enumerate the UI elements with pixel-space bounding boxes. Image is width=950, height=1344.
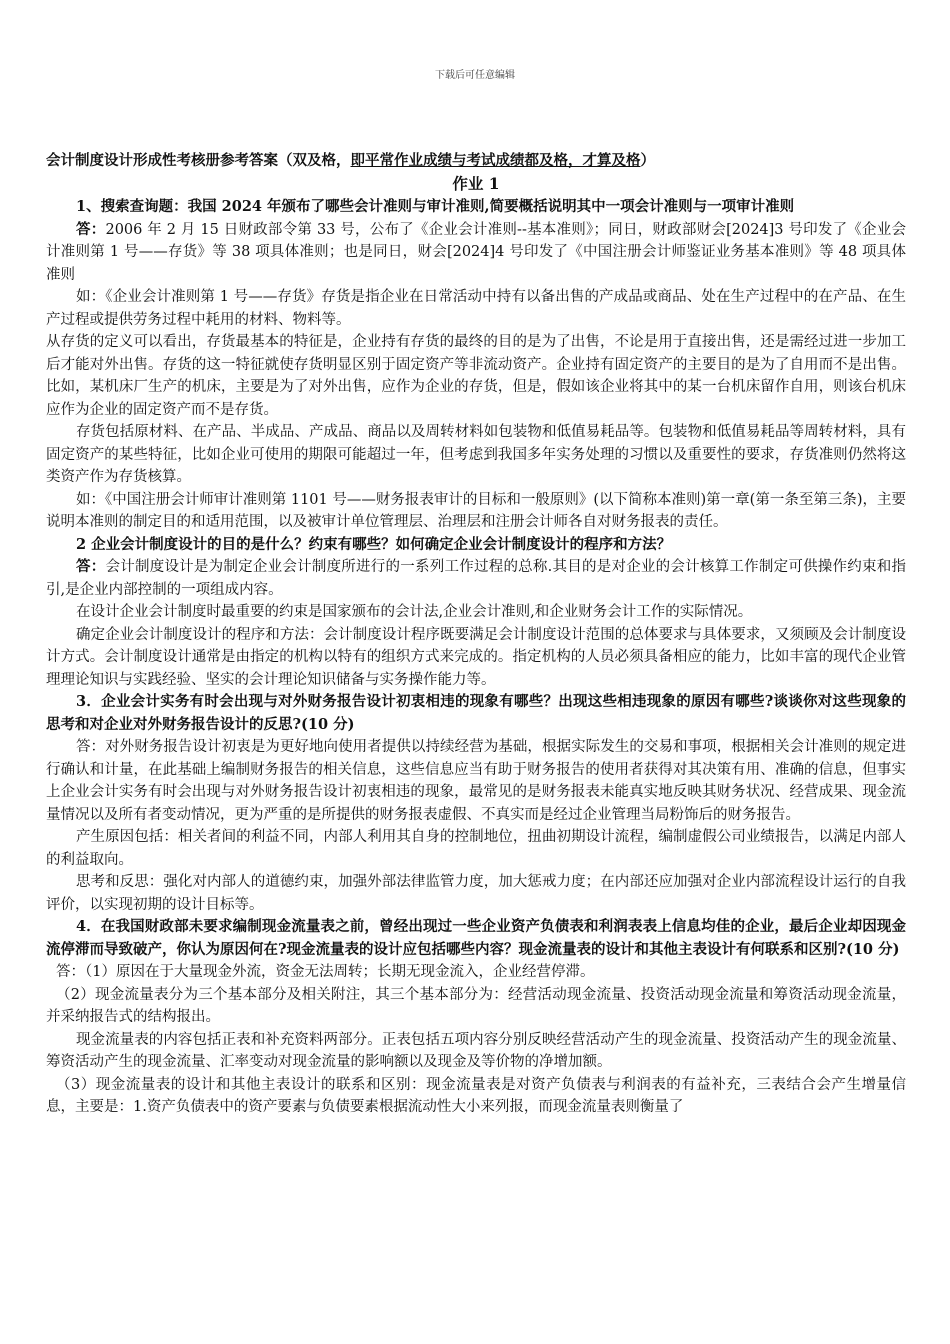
title-part-3: ） — [640, 152, 655, 169]
answer-label: 答： — [76, 220, 106, 238]
answer-4-paragraph-4: （3）现金流量表的设计和其他主表设计的联系和区别：现金流量表是对资产负债表与利润表的有益补充，三表结合会产生增量信息，主要是：1.资产负债表中的资产要素与负债要素根据流动性大小来列报，而现金流量表则衡量了 — [46, 1076, 906, 1115]
answer-3-paragraph-2: 产生原因包括：相关者间的利益不同，内部人利用其自身的控制地位，扭曲初期设计流程，编制虚假公司业绩报告，以满足内部人的利益取向。 — [46, 829, 906, 868]
title-part-1: 会计制度设计形成性考核册参考答案（双及格， — [46, 152, 351, 169]
answer-1-paragraph-2: 如：《企业会计准则第 1 号——存货》存货是指企业在日常活动中持有以备出售的产成品或商品、处在生产过程中的在产品、在生产过程或提供劳务过程中耗用的材料、物料等。 — [46, 289, 906, 328]
title-part-2-underlined: 即平常作业成绩与考试成绩都及格，才算及格 — [350, 152, 641, 169]
answer-2-paragraph-2: 在设计企业会计制度时最重要的约束是国家颁布的会计法,企业会计准则,和企业财务会计工作的实际情况。 — [76, 604, 753, 620]
answer-label: 答： — [76, 558, 106, 575]
section-title: 作业 1 — [452, 174, 500, 193]
answer-1-paragraph-5: 如：《中国注册会计师审计准则第 1101 号——财务报表审计的目标和一般原则》(以下简称本准则)第一章(第一条至第三条)，主要说明本准则的制定目的和适用范围，以及被审计单位管理层、治理层和注册会计师各自对财务报表的责任。 — [46, 491, 906, 530]
answer-1-paragraph-3: 从存货的定义可以看出，存货最基本的特征是，企业持有存货的最终的目的是为了出售，不论是用于直接出售，还是需经过进一步加工后才能对外出售。存货的这一特征就使存货明显区别于固定资产等非流动资产。企业持有固定资产的主要目的是为了自用而不是出售。比如，某机床厂生产的机床，主要是为了对外出售，应作为企业的存货，但是，假如该企业将其中的某一台机床留作自用，则该台机床应作为企业的固定资产而不是存货。 — [46, 334, 906, 418]
answer-text: 2006 年 2 月 15 日财政部令第 33 号，公布了《企业会计准则--基本准则》；同日，财政部财会[2024]3 号印发了《企业会计准则第 1 号——存货》等 38 项具体准则；也是同日，财会[2024]4 号印发了《中国注册会计师鉴证业务基本准则》等 48 项具体准则 — [46, 221, 906, 283]
question-2: 2 企业会计制度设计的目的是什么？约束有哪些？如何确定企业会计制度设计的程序和方法？ — [76, 535, 672, 553]
question-1: 1、搜索查询题：我国 2024 年颁布了哪些会计准则与审计准则,简要概括说明其中一项会计准则与一项审计准则 — [76, 198, 795, 215]
answer-3-paragraph-3: 思考和反思：强化对内部人的道德约束，加强外部法律监管力度，加大惩戒力度；在内部还应加强对企业内部流程设计运行的自我评价，以实现初期的设计目标等。 — [46, 874, 906, 913]
answer-text: 会计制度设计是为制定企业会计制度所进行的一系列工作过程的总称.其目的是对企业的会计核算工作制定可供操作约束和指引,是企业内部控制的一项组成内容。 — [46, 559, 907, 598]
document-title — [46, 150, 906, 172]
answer-4-paragraph-2: （2）现金流量表分为三个基本部分及相关附注，其三个基本部分为：经营活动现金流量、投资活动现金流量和筹资活动现金流量，并采纳报告式的结构报出。 — [46, 986, 906, 1025]
answer-1-paragraph-4: 存货包括原材料、在产品、半成品、产成品、商品以及周转材料如包装物和低值易耗品等。包装物和低值易耗品等周转材料，具有固定资产的某些特征，比如企业可使用的期限可能超过一年，但考虑到我国多年实务处理的习惯以及重要性的要求，存货准则仍然将这类资产作为存货核算。 — [46, 424, 906, 485]
answer-1-paragraph — [46, 219, 906, 287]
answer-4-paragraph-3: 现金流量表的内容包括正表和补充资料两部分。正表包括五项内容分别反映经营活动产生的现金流量、投资活动产生的现金流量、筹资活动产生的现金流量、汇率变动对现金流量的影响额以及现金及等价物的净增加额。 — [46, 1031, 906, 1070]
page-header-note: 下载后可任意编辑 — [435, 70, 515, 81]
question-4: 4．在我国财政部未要求编制现金流量表之前，曾经出现过一些企业资产负债表和利润表表上信息均佳的企业，最后企业却因现金流停滞而导致破产，你认为原因何在?现金流量表的设计应包括哪些内容？现金流量表的设计和其他主表设计有何联系和区别?(10 分) — [46, 918, 906, 958]
answer-3-paragraph: 答：对外财务报告设计初衷是为更好地向使用者提供以持续经营为基础，根据实际发生的交易和事项，根据相关会计准则的规定进行确认和计量，在此基础上编制财务报告的相关信息，这些信息应当有助于财务报告的使用者获得对其决策有用、准确的信息，但事实上企业会计实务有时会出现与对外财务报告设计初衷相违的现象，最常见的是财务报表未能真实地反映其财务状况、经营成果、现金流量情况以及所有者变动情况，更为严重的是所提供的财务报表虚假、不真实而是经过企业管理当局粉饰后的财务报告。 — [46, 739, 906, 823]
answer-2-paragraph — [46, 556, 906, 601]
document-body — [46, 150, 906, 1119]
answer-2-paragraph-3: 确定企业会计制度设计的程序和方法：会计制度设计程序既要满足会计制度设计范围的总体要求与具体要求，又须顾及会计制度设计方式。会计制度设计通常是由指定的机构以特有的组织方式来完成的。指定机构的人员必须具备相应的能力，比如丰富的现代企业管理理论知识与实践经验、坚实的会计理论知识储备与实务操作能力等。 — [46, 626, 906, 688]
answer-4-paragraph: 答：（1）原因在于大量现金外流，资金无法周转；长期无现金流入，企业经营停滞。 — [56, 964, 595, 980]
question-3: 3．企业会计实务有时会出现与对外财务报告设计初衷相违的现象有哪些？出现这些相违现象的原因有哪些?谈谈你对这些现象的思考和对企业对外财务报告设计的反思?(10 分) — [46, 693, 906, 733]
